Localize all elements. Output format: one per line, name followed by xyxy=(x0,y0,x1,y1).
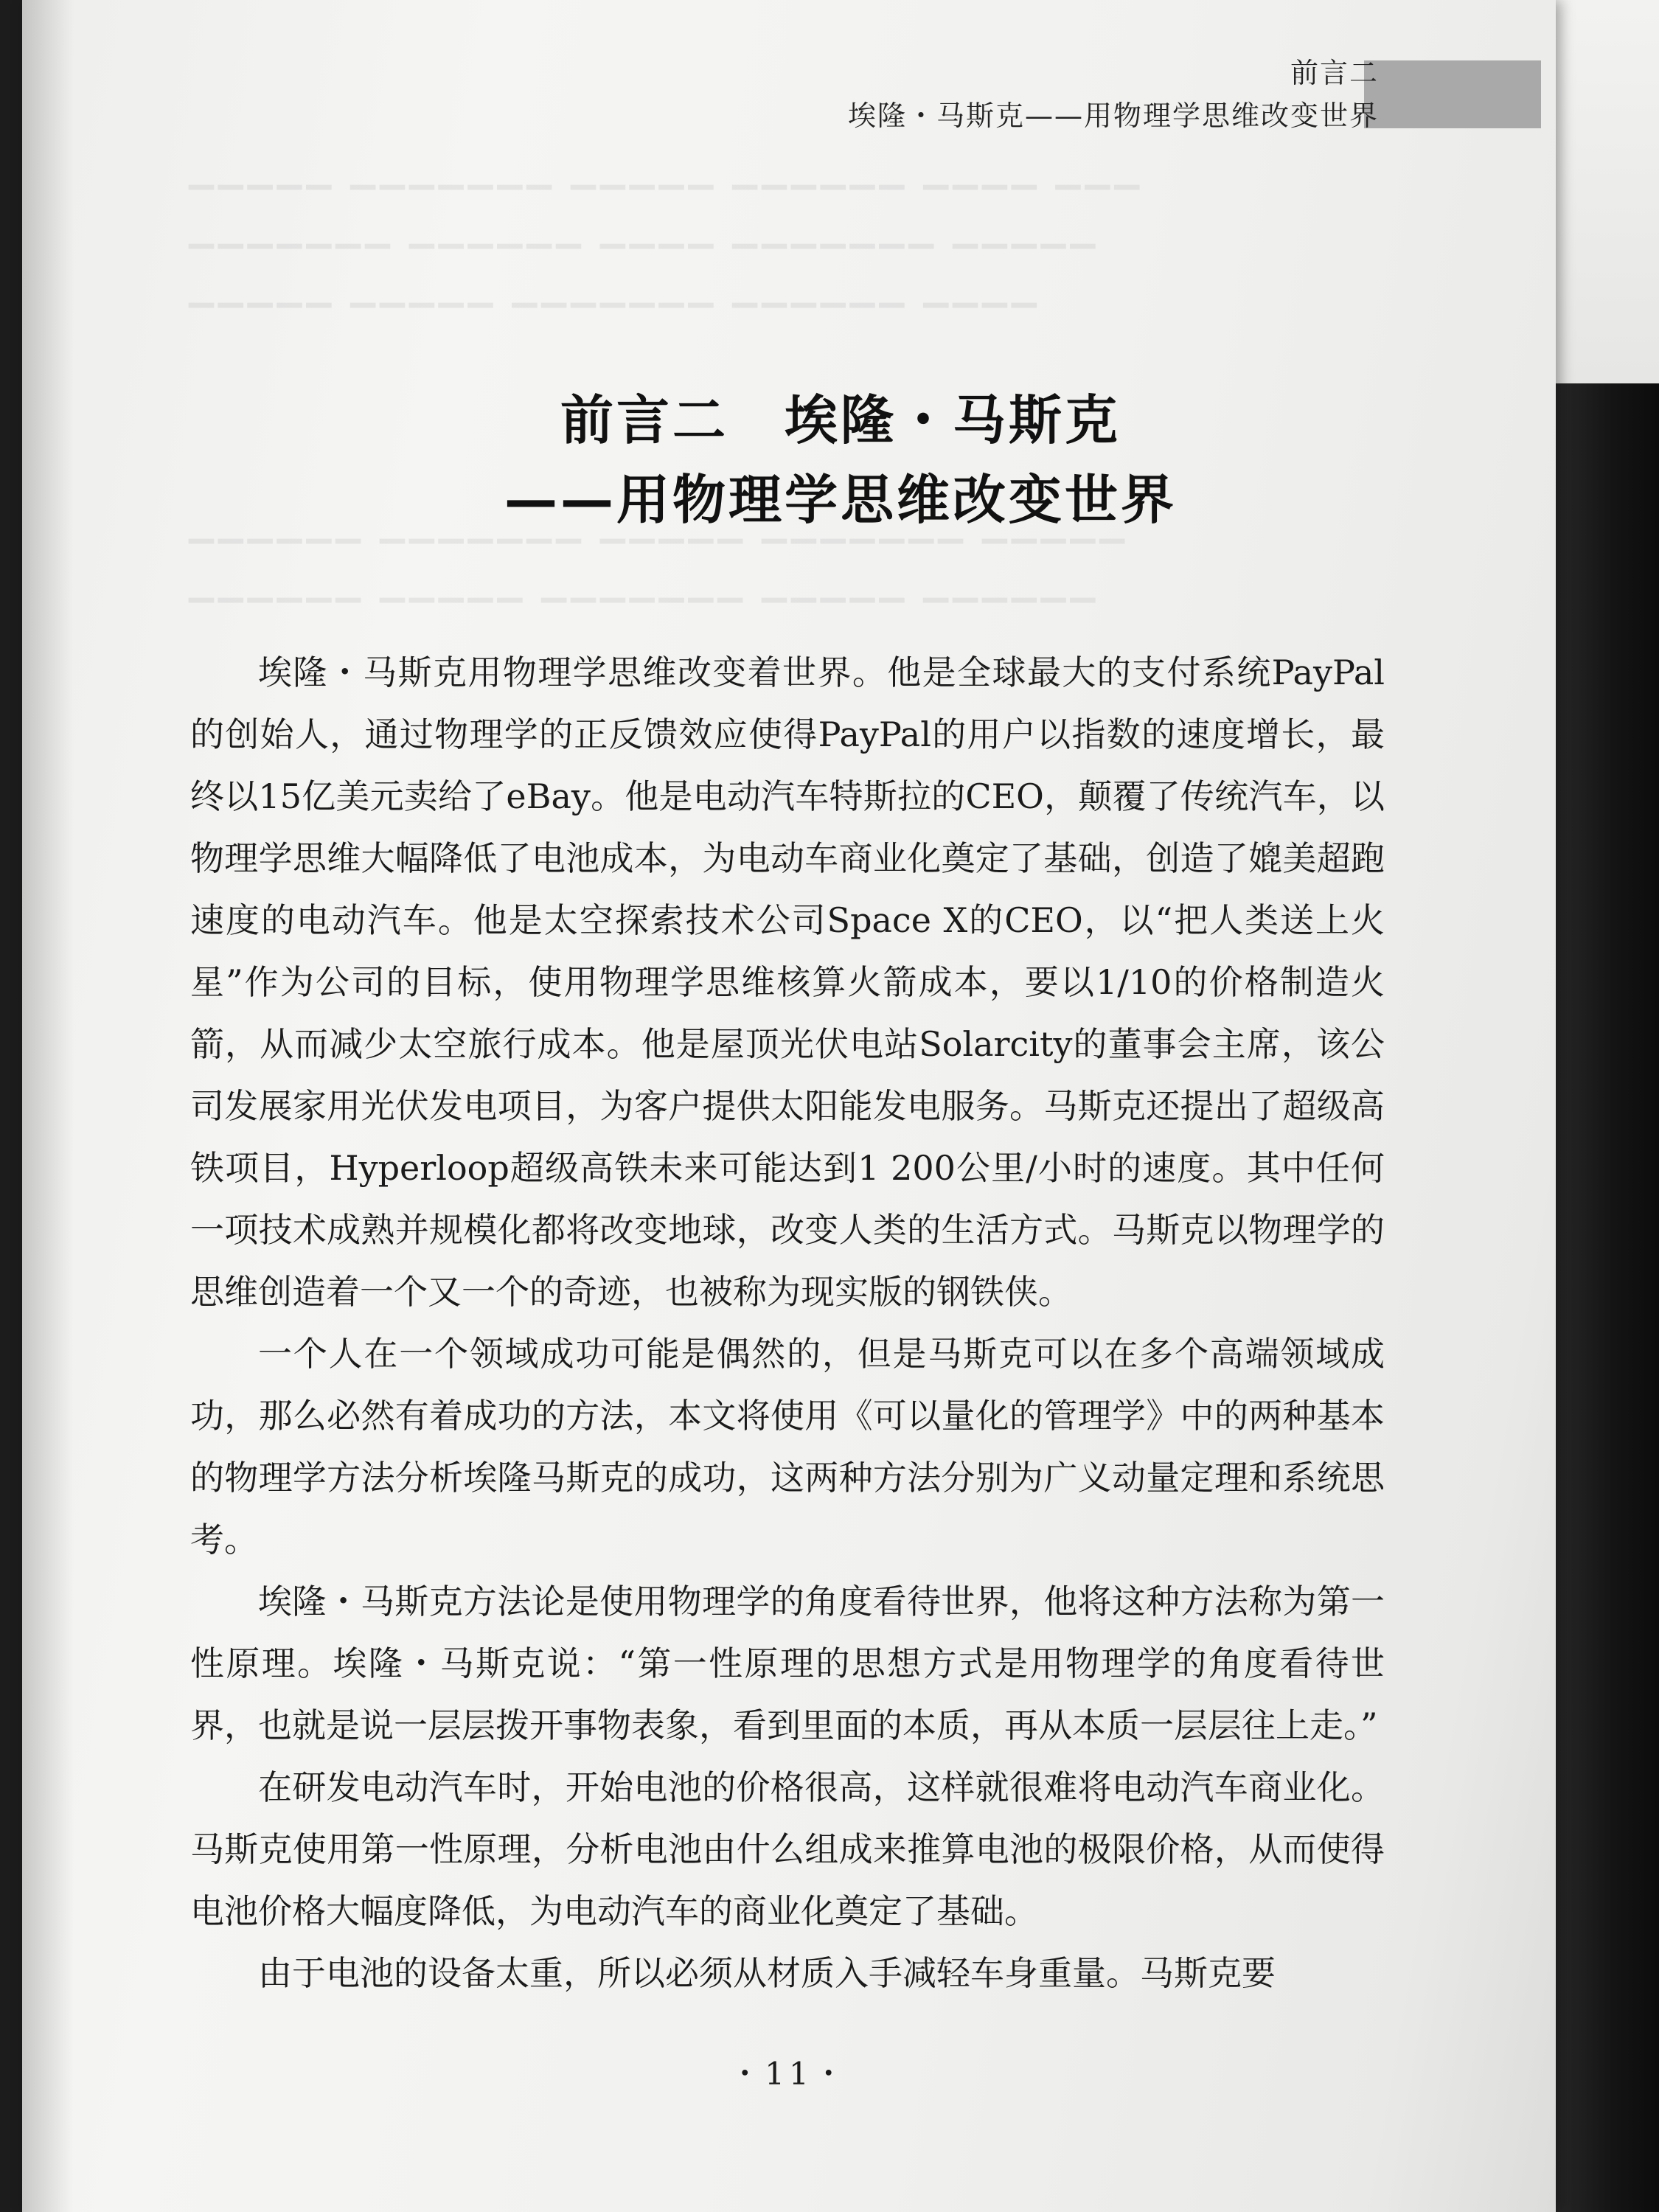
gutter-shadow xyxy=(22,0,74,2212)
book-page xyxy=(22,0,1556,2212)
running-head-title: 埃隆・马斯克——用物理学思维改变世界 xyxy=(847,100,1379,132)
body-text xyxy=(190,641,1385,2004)
bleed-through-text: ▔▔▔▔ ▔▔▔▔▔▔ ▔▔▔▔▔▔▔ ▔▔▔▔▔ ▔▔▔▔▔ xyxy=(184,304,1037,341)
paragraph: 在研发电动汽车时，开始电池的价格很高，这样就很难将电动汽车商业化。马斯克使用第一性原理，分析电池由什么组成来推算电池的极限价格，从而使得电池价格大幅度降低，为电动汽车的商业化奠定了基础。 xyxy=(190,1767,1385,1931)
paragraph: 由于电池的设备太重，所以必须从材质入手减轻车身重量。马斯克要 xyxy=(258,1953,1276,1993)
chapter-title: 前言二 埃隆・马斯克 xyxy=(560,389,1121,451)
bleed-through-text: ▔▔▔▔▔▔ ▔▔▔▔▔ ▔▔▔▔▔▔▔ ▔▔▔▔▔ ▔▔▔▔▔▔ xyxy=(184,599,1096,636)
paragraph: 埃隆・马斯克方法论是使用物理学的角度看待世界，他将这种方法称为第一性原理。埃隆・马斯克说：“第一性原理的思想方式是用物理学的角度看待世界，也就是说一层层拨开事物表象，看到里面的本质，再从本质一层层往上走。” xyxy=(190,1582,1385,1745)
page-number: ・11・ xyxy=(729,2056,849,2092)
bleed-through-text: ▔▔▔▔▔ ▔▔▔▔▔▔▔ ▔▔▔▔▔ ▔▔▔▔▔▔▔ ▔▔▔▔▔▔ xyxy=(184,540,1125,577)
paragraph: 一个人在一个领域成功可能是偶然的，但是马斯克可以在多个高端领域成功，那么必然有着成功的方法，本文将使用《可以量化的管理学》中的两种基本的物理学方法分析埃隆马斯克的成功，这两种方法分别为广义动量定理和系统思考。 xyxy=(190,1334,1385,1559)
paragraph: 埃隆・马斯克用物理学思维改变着世界。他是全球最大的支付系统PayPal的创始人，通过物理学的正反馈效应使得PayPal的用户以指数的速度增长，最终以15亿美元卖给了eBay。他是电动汽车特斯拉的CEO，颠覆了传统汽车，以物理学思维大幅降低了电池成本，为电动车商业化奠定了基础，创造了媲美超跑速度的电动汽车。他是太空探索技术公司Space X的CEO，以“把人类送上火星”作为公司的目标，使用物理学思维核算火箭成本，要以1/10的价格制造火箭，从而减少太空旅行成本。他是屋顶光伏电站Solarcity的董事会主席，该公司发展家用光伏发电项目，为客户提供太阳能发电服务。马斯克还提出了超级高铁项目，Hyperloop超级高铁未来可能达到1 200公里/小时的速度。其中任何一项技术成熟并规模化都将改变地球，改变人类的生活方式。马斯克以物理学的思维创造着一个又一个的奇迹，也被称为现实版的钢铁侠。 xyxy=(190,653,1385,1312)
bleed-through-text: ▔▔▔▔▔ ▔▔▔▔▔▔▔ ▔▔▔▔ ▔▔▔▔▔▔ ▔▔▔▔▔▔▔ xyxy=(184,245,1096,282)
next-page-edge xyxy=(1545,0,1659,383)
running-head-bar xyxy=(1364,60,1541,128)
running-head xyxy=(774,52,1379,137)
chapter-subtitle: ——用物理学思维改变世界 xyxy=(504,469,1177,531)
running-head-chapter: 前言二 xyxy=(1290,57,1379,89)
bleed-through-text: ▔▔▔ ▔▔▔▔ ▔▔▔▔▔▔ ▔▔▔▔▔ ▔▔▔▔▔▔▔ ▔▔▔▔▔ xyxy=(184,186,1140,223)
